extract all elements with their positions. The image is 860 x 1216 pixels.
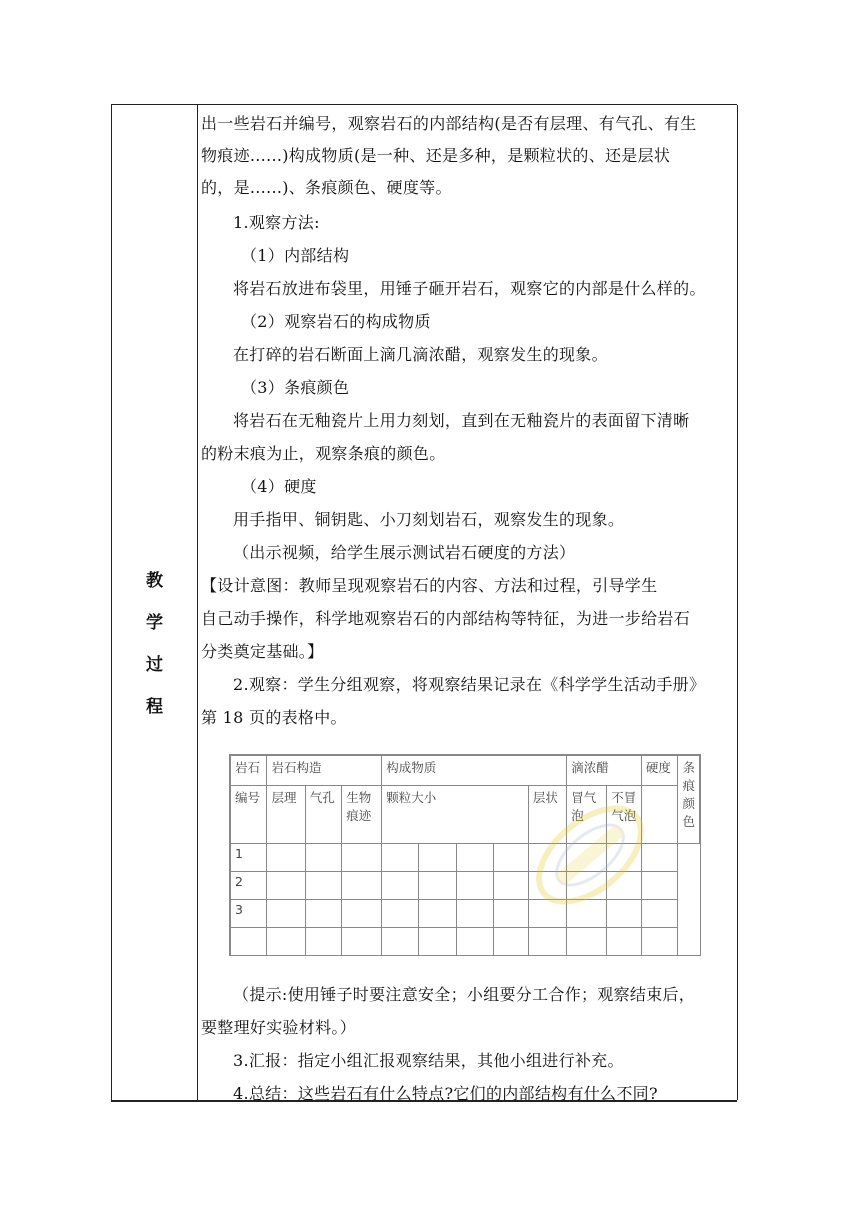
header-bubble: 冒气 泡	[567, 786, 607, 844]
header-nobubble: 不冒 气泡	[607, 786, 642, 844]
header-structure: 岩石构造	[267, 756, 382, 786]
method-4-title: （4）硬度	[241, 477, 317, 496]
method-title: 1.观察方法:	[233, 213, 320, 232]
header-rock: 岩石	[231, 756, 267, 786]
intro-line: 物痕迹......)构成物质(是一种、还是多种，是颗粒状的、还是层状	[201, 146, 671, 165]
rock-record-table	[229, 754, 701, 956]
header-hardness-empty	[641, 786, 678, 844]
method-4-text: 用手指甲、铜钥匙、小刀刻划岩石，观察发生的现象。	[233, 510, 625, 529]
process-content	[201, 108, 735, 1110]
method-2-text: 在打碎的岩石断面上滴几滴浓醋，观察发生的现象。	[233, 345, 608, 364]
row-number: 2	[231, 872, 267, 900]
method-3-text: 将岩石在无釉瓷片上用力刻划，直到在无釉瓷片的表面留下清晰	[233, 411, 690, 430]
summary-step: 4.总结：这些岩石有什么特点?它们的内部结构有什么不同?	[233, 1084, 658, 1103]
section-label-char: 教	[146, 571, 163, 591]
section-label	[112, 565, 197, 733]
header-material: 构成物质	[382, 756, 567, 786]
tip-note: 要整理好实验材料。）	[201, 1018, 357, 1037]
intro-line: 的，是......)、条痕颜色、硬度等。	[201, 178, 452, 197]
header-number: 编号	[231, 786, 267, 844]
header-hardness: 硬度	[641, 756, 678, 786]
section-label-char: 程	[146, 697, 163, 717]
row-number	[231, 928, 267, 956]
section-label-char: 学	[146, 613, 163, 633]
row-number: 3	[231, 900, 267, 928]
observe-step: 第 18 页的表格中。	[201, 708, 347, 727]
table-row	[231, 872, 700, 900]
intro-line: 出一些岩石并编号，观察岩石的内部结构(是否有层理、有气孔、有生	[201, 114, 697, 133]
header-pore: 气孔	[305, 786, 341, 844]
method-3-title: （3）条痕颜色	[241, 378, 350, 397]
header-bio: 生物 痕迹	[342, 786, 382, 844]
method-2-title: （2）观察岩石的构成物质	[241, 312, 431, 331]
method-1-text: 将岩石放进布袋里，用锤子砸开岩石，观察它的内部是什么样的。	[233, 279, 706, 298]
header-streak	[678, 756, 700, 844]
table-row	[231, 844, 700, 872]
header-streak-l2: 颜色	[682, 796, 695, 829]
header-vinegar: 滴浓醋	[567, 756, 642, 786]
right-border	[737, 105, 738, 1100]
section-label-char: 过	[146, 655, 163, 675]
column-divider	[197, 105, 198, 1100]
header-layered: 层状	[528, 786, 566, 844]
header-layer: 层理	[267, 786, 305, 844]
method-3-text: 的粉末痕为止，观察条痕的颜色。	[201, 444, 446, 463]
row-number: 1	[231, 844, 267, 872]
table-row	[231, 900, 700, 928]
design-intent: 【设计意图：教师呈现观察岩石的内容、方法和过程，引导学生	[201, 576, 658, 595]
header-grain: 颗粒大小	[382, 786, 529, 844]
tip-note: （提示:使用锤子时要注意安全；小组要分工合作；观察结束后，	[233, 985, 696, 1004]
method-1-title: （1）内部结构	[241, 246, 350, 265]
video-note: （出示视频，给学生展示测试岩石硬度的方法）	[233, 543, 576, 562]
header-streak-l1: 条痕	[682, 760, 695, 793]
report-step: 3.汇报：指定小组汇报观察结果，其他小组进行补充。	[233, 1051, 624, 1070]
design-intent: 自己动手操作，科学地观察岩石的内部结构等特征，为进一步给岩石	[201, 609, 691, 628]
observe-step: 2.观察：学生分组观察，将观察结果记录在《科学学生活动手册》	[233, 675, 706, 694]
design-intent: 分类奠定基础。】	[201, 642, 324, 661]
table-row	[231, 928, 700, 956]
